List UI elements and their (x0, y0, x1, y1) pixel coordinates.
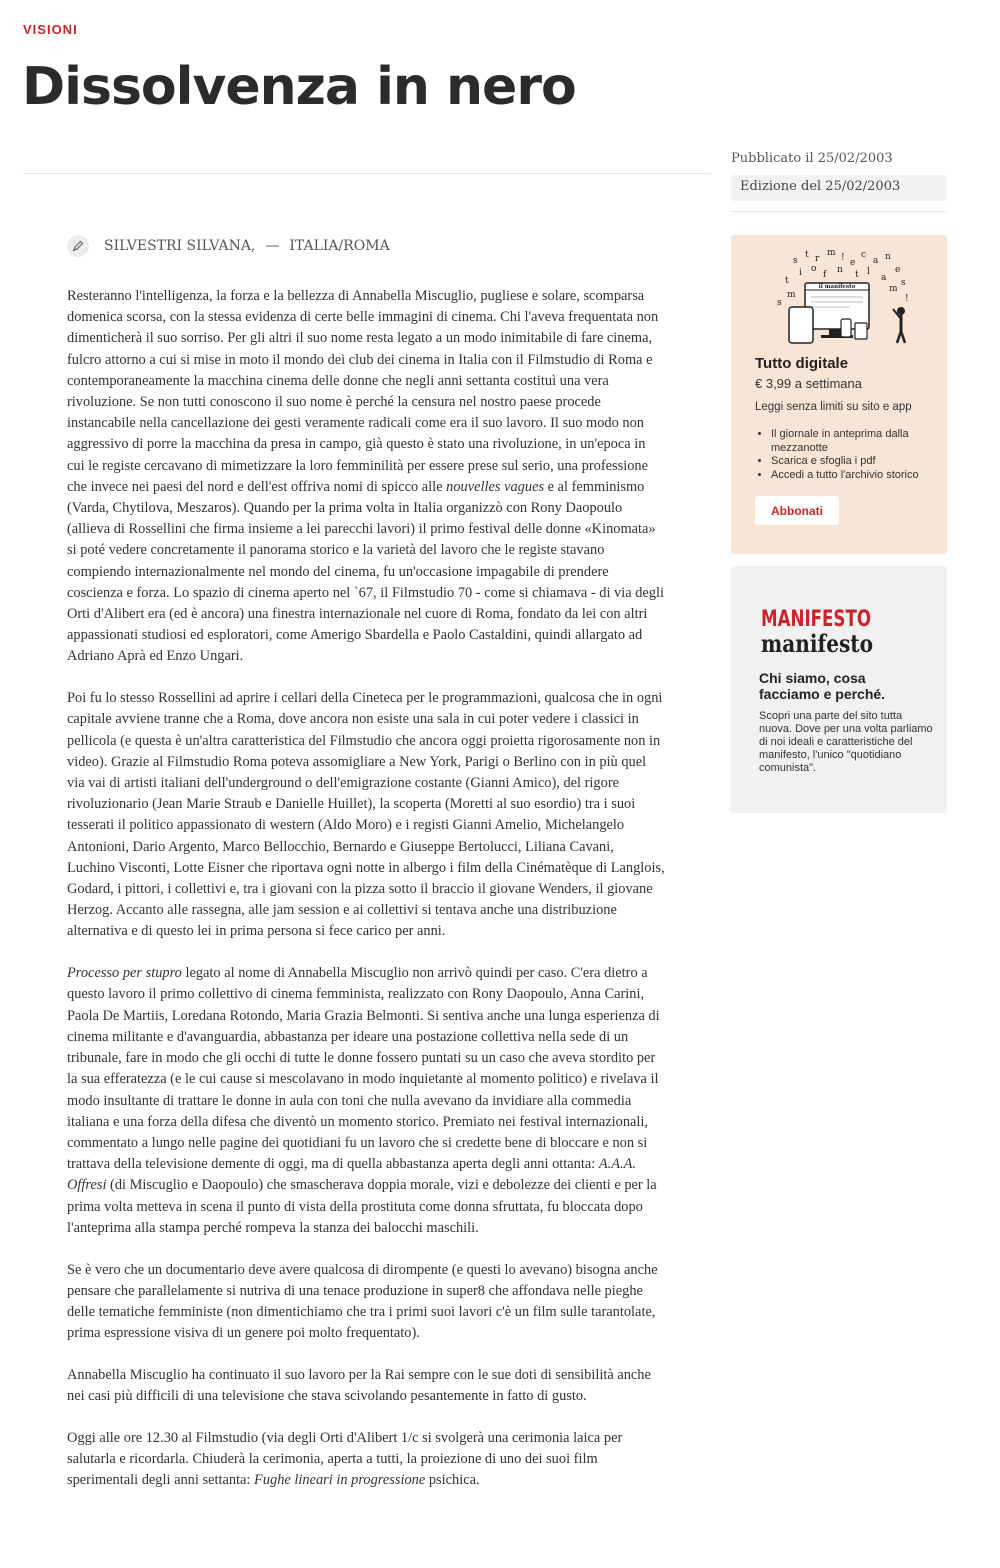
illustration-masthead: il manifesto (818, 284, 856, 290)
subscription-card (731, 235, 947, 554)
svg-text:n: n (837, 265, 843, 275)
svg-text:o: o (811, 264, 817, 274)
article-paragraph (67, 688, 665, 942)
pen-icon (67, 235, 89, 257)
paragraph-text: (di Miscuglio e Daopoulo) che smascherava doppia morale, vizi e debolezze dei clienti e per la prima volta metteva in scena il punto di vista della prostituta come donna sfruttata, fu bloccata dopo l'anteprima alla stampa perché rompeva la stanza dei balocchi maschili. (67, 1177, 657, 1236)
svg-text:a: a (873, 256, 879, 266)
svg-text:t: t (855, 270, 859, 280)
subscription-features (755, 428, 951, 482)
svg-text:s: s (777, 298, 782, 308)
feature-item: • Il giornale in anteprima dalla mezzanotte (771, 428, 951, 455)
digital-illustration (755, 247, 925, 345)
edition-date: Edizione del 25/02/2003 (731, 175, 947, 201)
paragraph-text: Oggi alle ore 12.30 al Filmstudio (via degli Orti d'Alibert 1/c si svolgerà una cerimonia laica per salutarla e ricordarla. Chiuderà la cerimonia, aperta a tutti, la proiezione di uno dei suoi film sperimentali degli anni settanta: (67, 1429, 623, 1489)
about-text: Scopri una parte del sito tutta nuova. Dove per una volta parliamo di noi ideali e caratteristiche del manifesto, l'unico "quotidiano comunista". (759, 710, 933, 774)
italic-title: Processo per stupro (67, 965, 182, 982)
italic-title: nouvelles vagues (446, 478, 545, 495)
svg-text:!: ! (905, 294, 909, 304)
svg-text:t: t (805, 250, 809, 260)
title-divider (23, 173, 711, 174)
article-paragraph (67, 1365, 665, 1407)
location[interactable]: ITALIA/ROMA (289, 238, 390, 254)
svg-text:m: m (889, 284, 898, 294)
article-paragraph (67, 1260, 665, 1345)
paragraph-text: legato al nome di Annabella Miscuglio non arrivò quindi per caso. C'era dietro a questo lavoro il primo collettivo di cinema femminista, realizzato con Rony Daopoulo, Anna Carini, Paola De Martiis, Loredana Rotondo, Maria Grazia Belmonti. Si sentiva anche una lunga esperienza di cinema militante e d'avanguardia, abbastanza per ideare una postazione collettiva nella sede di un tribunale, fare in modo che gli occhi di tutte le donne fossero puntati su un caso che aveva stordito per la sua efferatezza (e le cui cause si mescolavano in modo inquietante al momento politico) e rivelava il modo insultante di trattare le donne in aula con toni che nulla avevano da invidiare alla commedia italiana e una forza della difesa che diventò un momento storico. Premiato nei festival internazionali, commentato a lungo nelle pagine dei quotidiani fu un lavoro che si credette bene di bloccare e non si trattava della televisione demente di oggi, ma di quella abbastanza aperta degli anni ottanta: (67, 965, 660, 1173)
paragraph-text: e al femminismo (Varda, Chytilova, Meszaros). Quando per la prima volta in Italia organizzò con Rony Daopoulo (allieva di Rossellini che firma insieme a lei parecchi lavori) il primo festival delle donne «Kinomata» si poté vedere concretamente il panorama storico e la varietà del lavoro che le registe stavano compiendo internazionalmente nel mondo del cinema, fu un'occasione impagabile di prendere coscienza e forza. Lo spazio di cinema aperto nel `67, il Filmstudio 70 - come si chiamava - di via degli Orti d'Alibert era (ed è ancora) una finestra internazionale nel cuore di Roma, fondato da lei con altri appassionati studiosi ed esploratori, come Amerigo Sbardella e Paolo Castaldini, quindi allargato ad Adriano Aprà ed Enzo Ungari. (67, 478, 665, 665)
manifesto-logo (759, 602, 909, 658)
byline-separator: — (265, 238, 280, 254)
svg-text:r: r (815, 254, 820, 264)
feature-item: • Scarica e sfoglia i pdf (771, 455, 951, 469)
svg-text:s: s (901, 278, 906, 288)
paragraph-text: Annabella Miscuglio ha continuato il suo lavoro per la Rai sempre con le sue doti di sensibilità anche nei casi più difficili di una televisione che stava scivolando pesantemente in fatto di gusto. (67, 1366, 651, 1405)
svg-text:e: e (895, 265, 901, 275)
svg-text:!: ! (841, 253, 845, 263)
svg-text:s: s (793, 256, 798, 266)
byline (67, 235, 390, 257)
svg-text:l: l (867, 267, 870, 277)
subscription-title: Tutto digitale (755, 355, 849, 372)
svg-text:a: a (881, 273, 887, 283)
article-title: Dissolvenza in nero (22, 57, 576, 117)
svg-text:i: i (799, 268, 802, 278)
svg-text:n: n (885, 252, 891, 262)
published-date: Pubblicato il 25/02/2003 (731, 151, 893, 166)
paragraph-text: psichica. (425, 1472, 480, 1489)
feature-item: • Accedi a tutto l'archivio storico (771, 469, 951, 483)
svg-text:m: m (787, 290, 796, 300)
article-paragraph (67, 286, 665, 668)
section-label[interactable]: VISIONI (23, 22, 78, 37)
logo-line2: manifesto (761, 629, 873, 658)
svg-text:m: m (827, 248, 836, 258)
paragraph-text: Se è vero che un documentario deve avere qualcosa di dirompente (e questi lo avevano) bisogna anche pensare che parallelamente si nutriva di una tenace produzione in super8 che affondava nelle pieghe delle tematiche femministe (non dimentichiamo che tra i primi suoi lavori c'è un film sulle tarantolate, prima espressione visiva di un genere poi molto frequentato). (67, 1261, 658, 1342)
subscription-subtitle: Leggi senza limiti su sito e app (755, 401, 912, 413)
subscribe-button[interactable]: Abbonati (755, 496, 839, 525)
svg-text:e: e (850, 258, 856, 268)
italic-title: A.A.A. Offresi (67, 1156, 637, 1194)
article-paragraph (67, 963, 665, 1239)
article-body (67, 286, 665, 1512)
author-name[interactable]: SILVESTRI SILVANA, (104, 238, 256, 254)
svg-text:f: f (823, 270, 827, 280)
meta-divider (731, 211, 947, 212)
subscription-price: € 3,99 a settimana (755, 376, 862, 391)
about-title: Chi siamo, cosa facciamo e perché. (759, 670, 886, 702)
logo-line1: MANIFESTO (761, 607, 871, 632)
svg-text:t: t (785, 276, 789, 286)
paragraph-text: Resteranno l'intelligenza, la forza e la bellezza di Annabella Miscuglio, pugliese e solare, scomparsa domenica scorsa, con la stessa evidenza di certe belle immagini di cinema. Chi l'aveva frequentata non dimenticherà il suo sorriso. Per gli altri il suo nome resta legato a un modo inimitabile di fare cinema, fulcro attorno a cui si mise in moto il mondo dei club dei cinema in Italia con il Filmstudio di Roma e contemporaneamente la macchina cinema delle donne che negli anni settanta costituì una vera rivoluzione. Se non tutti conoscono il suo nome è perché la censura nel nostro paese procede instancabile nella cancellazione dei gesti veramente radicali come era il suo lavoro. Il suo modo non aggressivo di porre la macchina da presa in campo, già questo è stato una rivoluzione, in un'epoca in cui le registe cercavano di mimetizzare la loro femminilità per essere prese sul serio, una professione che invece nei paesi del nord e dell'est offriva nomi di spicco alle (67, 288, 659, 495)
about-card[interactable] (731, 566, 947, 813)
italic-title: Fughe lineari in progressione (254, 1472, 426, 1489)
article-paragraph (67, 1428, 665, 1492)
svg-text:c: c (861, 250, 867, 260)
paragraph-text: Poi fu lo stesso Rossellini ad aprire i cellari della Cineteca per le programmazioni, qualcosa che in ogni capitale avviene tranne che a Roma, dove ancora non esiste una sala in cui poter vedere i classici in pellicola (e questa è un'altra caratteristica del Filmstudio che ancora oggi proietta rigorosamente non in video). Grazie al Filmstudio Roma poteva assomigliare a New York, Parigi o Berlino con in più quel via vai di artisti italiani dell'underground o dell'emigrazione costante (Gianni Amico), del rigore rivoluzionario (Jean Marie Straub e Danielle Huillet), la scoperta (Moretti al suo esordio) tra i suoi tesserati il politico appassionato di western (Aldo Moro) e i registi Gianni Amelio, Michelangelo Antonioni, Dario Argento, Marco Bellocchio, Bernardo e Giuseppe Bertolucci, Liliana Cavani, Luchino Visconti, Lotte Eisner che riportava ogni notte in albergo i film della Cinématèque di Langlois, Godard, i pittori, i collettivi e, tra i giovani con la pizza sotto il braccio il giovane Wenders, il giovane Herzog. Accanto alle rassegna, alle jam session e ai collettivi si tentava anche una distribuzione alternativa e di questo lei in prima persona si fece carico per anni. (67, 690, 665, 940)
